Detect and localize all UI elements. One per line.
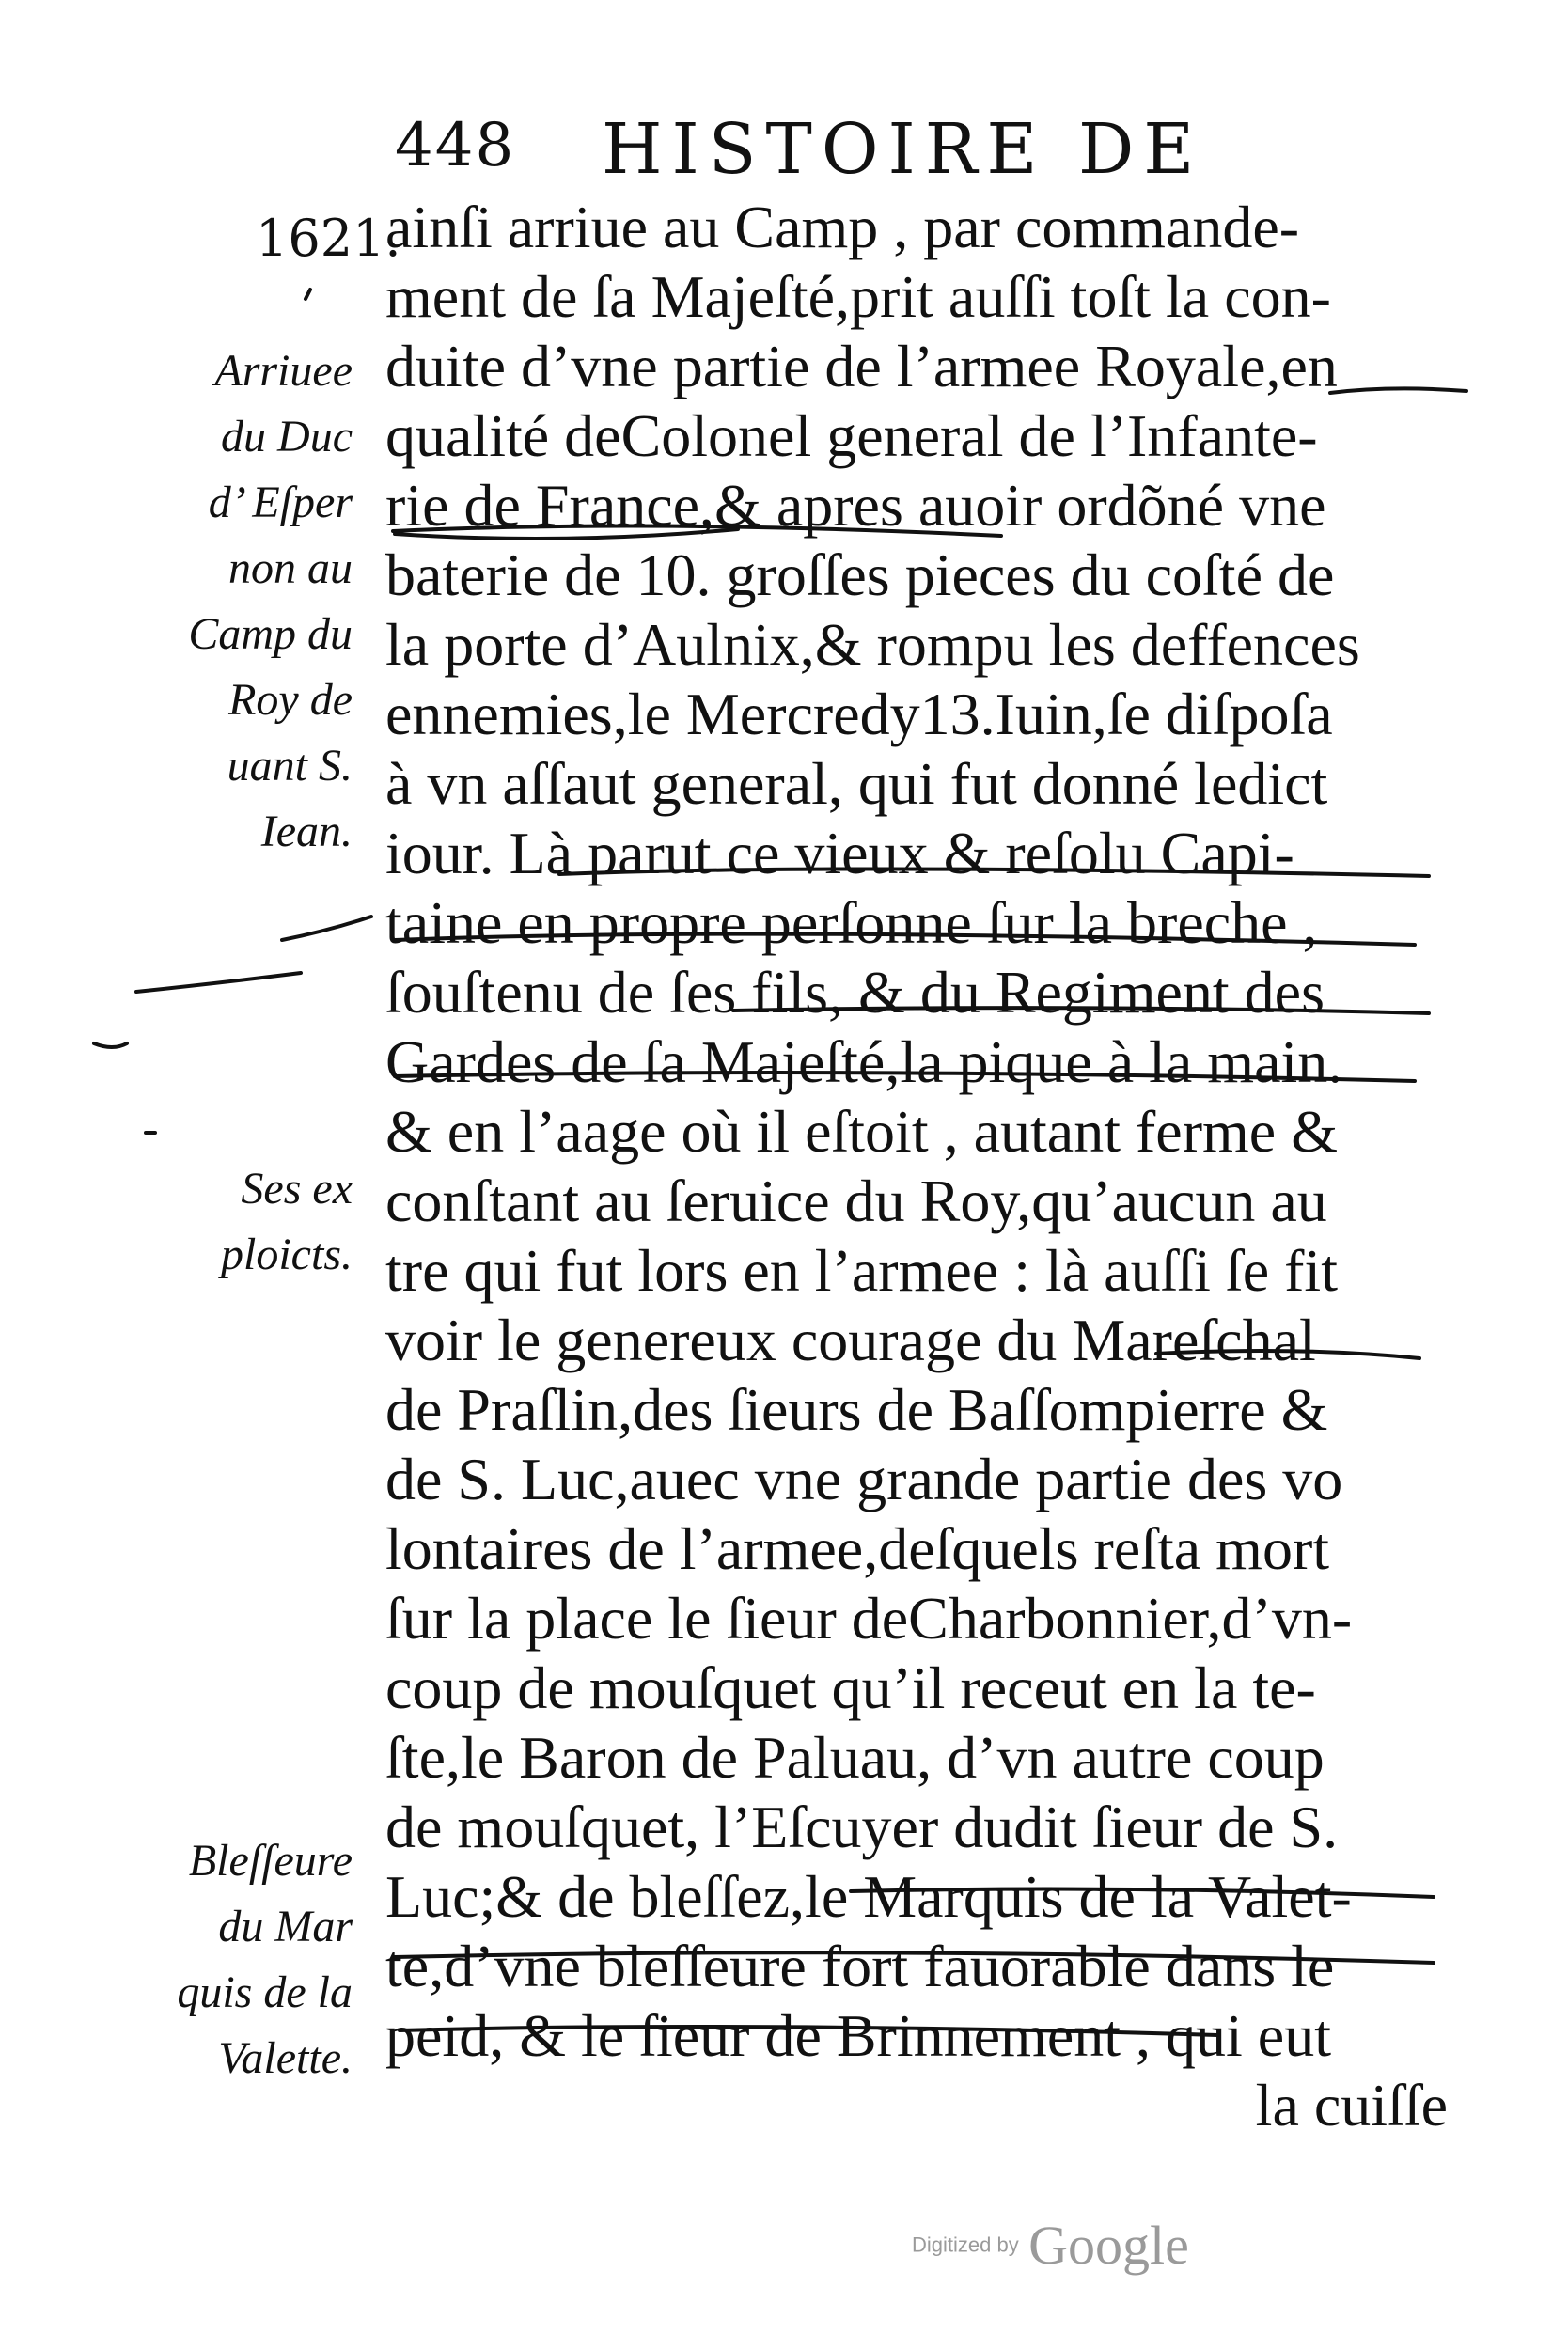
digitized-by-google-watermark bbox=[912, 2214, 1189, 2277]
stray-mark bbox=[94, 1043, 127, 1047]
text-line: ment de ſa Majeſté,prit auſſi toſt la con- bbox=[385, 263, 1331, 330]
catchword: la cuiſſe bbox=[1255, 2072, 1448, 2138]
margin-note-line: du Mar bbox=[218, 1902, 353, 1951]
watermark-prefix: Digitized by bbox=[912, 2232, 1019, 2257]
text-line: ſouſtenu de ſes fils, & du Regiment des bbox=[385, 959, 1325, 1026]
margin-note-exploits bbox=[165, 1156, 353, 1288]
margin-note-wound bbox=[165, 1828, 353, 2092]
margin-note-line: d’ Eſper bbox=[208, 478, 353, 527]
margin-note-line: uant S. bbox=[227, 741, 353, 791]
margin-note-line: du Duc bbox=[221, 412, 353, 462]
text-line: ſur la place le ſieur deCharbonnier,d’vn- bbox=[385, 1585, 1353, 1652]
text-line: de Praſlin,des ſieurs de Baſſompierre & bbox=[385, 1376, 1328, 1443]
text-line: coup de mouſquet qu’il receut en la te- bbox=[385, 1654, 1316, 1721]
margin-note-line: non au bbox=[228, 543, 353, 593]
stray-mark bbox=[136, 973, 301, 992]
text-line: ſte,le Baron de Paluau, d’vn autre coup bbox=[385, 1724, 1325, 1791]
stray-mark bbox=[306, 290, 310, 299]
text-line: rie de France,& apres auoir ordõné vne bbox=[385, 472, 1326, 539]
text-line: lontaires de l’armee,deſquels reſta mort bbox=[385, 1515, 1330, 1582]
text-line: iour. Là parut ce vieux & reſolu Capi- bbox=[385, 820, 1294, 886]
running-title: HISTOIRE DE bbox=[602, 109, 1204, 190]
body-text bbox=[385, 193, 1448, 2140]
year-marginal: 1621. bbox=[256, 209, 401, 268]
margin-note-line: Arriuee bbox=[214, 346, 353, 396]
stray-mark bbox=[282, 916, 371, 940]
margin-note-arrival bbox=[165, 338, 353, 865]
text-line: taine en propre perſonne ſur la breche , bbox=[385, 889, 1318, 956]
text-line: voir le genereux courage du Mareſchal bbox=[385, 1307, 1316, 1373]
text-line: Gardes de ſa Majeſté,la pique à la main. bbox=[385, 1028, 1343, 1095]
text-line: de S. Luc,auec vne grande partie des vo bbox=[385, 1446, 1343, 1512]
text-line: te,d’vne bleſſeure fort fauorable dans le bbox=[385, 1933, 1335, 1999]
text-line: conſtant au ſeruice du Roy,qu’aucun au bbox=[385, 1167, 1327, 1234]
margin-note-line: Camp du bbox=[188, 609, 353, 659]
margin-note-line: Roy de bbox=[228, 675, 353, 725]
margin-note-line: Iean. bbox=[260, 807, 353, 856]
text-line: baterie de 10. groſſes pieces du coſté de bbox=[385, 541, 1335, 608]
text-line: tre qui fut lors en l’armee : là auſſi ſe fit bbox=[385, 1237, 1338, 1304]
page-header bbox=[395, 111, 1241, 196]
text-line: duite d’vne partie de l’armee Royale,en bbox=[385, 333, 1338, 400]
text-line: à vn aſſaut general, qui fut donné ledict bbox=[385, 750, 1328, 817]
margin-note-line: Bleſſeure bbox=[188, 1836, 353, 1886]
google-logo: Google bbox=[1028, 2215, 1189, 2276]
text-line: ennemies,le Mercredy13.Iuin,ſe diſpoſa bbox=[385, 681, 1333, 747]
text-line: ainſi arriue au Camp , par commande- bbox=[385, 194, 1300, 260]
text-line: Luc;& de bleſſez,le Marquis de la Valet- bbox=[385, 1863, 1352, 1930]
text-line: qualité deColonel general de l’Infante- bbox=[385, 402, 1318, 469]
margin-note-line: Valette. bbox=[218, 2033, 353, 2083]
text-line: de mouſquet, l’Eſcuyer dudit ſieur de S. bbox=[385, 1794, 1339, 1860]
text-line: peid, & le ſieur de Brinnement , qui eut bbox=[385, 2002, 1331, 2069]
margin-note-line: Ses ex bbox=[241, 1164, 353, 1214]
text-line: & en l’aage où il eſtoit , autant ferme & bbox=[385, 1098, 1338, 1165]
margin-note-line: ploicts. bbox=[221, 1230, 353, 1279]
page-number: 448 bbox=[395, 111, 516, 180]
margin-note-line: quis de la bbox=[177, 1967, 353, 2017]
text-line: la porte d’Aulnix,& rompu les deffences bbox=[385, 611, 1360, 678]
